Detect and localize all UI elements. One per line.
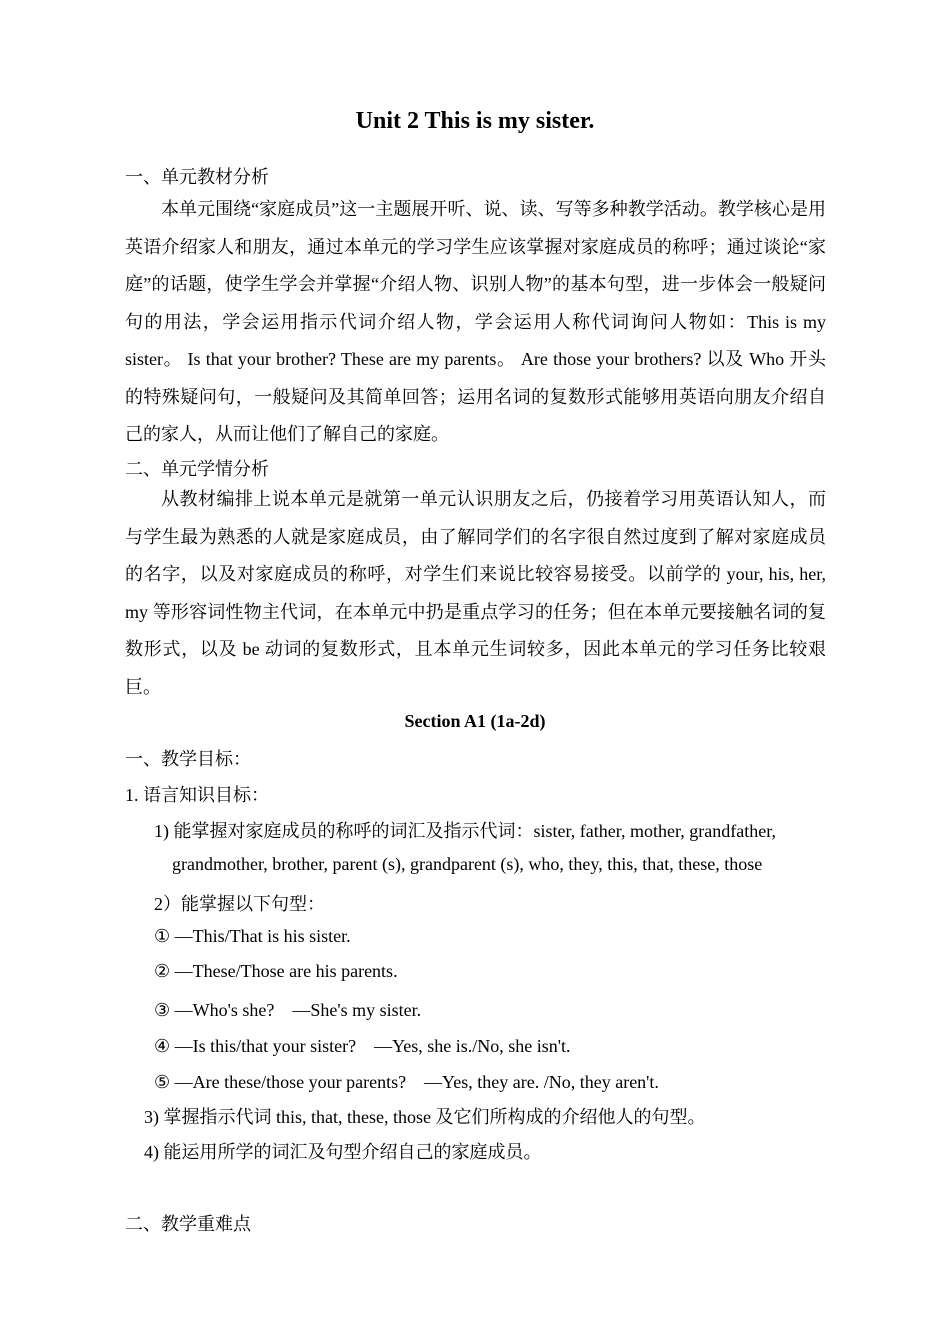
sentence-pattern: ① —This/That is his sister. xyxy=(154,926,351,946)
textbook-analysis-paragraph: 本单元围绕“家庭成员”这一主题展开听、说、读、写等多种教学活动。教学核心是用英语介绍家人和朋友，通过本单元的学习学生应该掌握对家庭成员的称呼；通过谈论“家庭”的话题，使学生学会并掌握“介绍人物、识别人物”的基本句型，进一步体会一般疑问句的用法，学会运用指示代词介绍人物，学会运用人称代词询问人物如：This is my sister。 Is that your brother? These are my parents。 Are those your brothers? 以及 Who 开头的特殊疑问句，一般疑问及其简单回答；运用名词的复数形式能够用英语向朋友介绍自己的家人，从而让他们了解自己的家庭。 xyxy=(125,199,826,444)
goal-item-3: 3) 掌握指示代词 this, that, these, those 及它们所构成的介绍他人的句型。 xyxy=(144,1107,706,1127)
sentence-pattern: ② —These/Those are his parents. xyxy=(154,961,398,981)
goal-item-1-line-1: 1) 能掌握对家庭成员的称呼的词汇及指示代词：sister, father, mother, grandfather, xyxy=(154,821,777,841)
goal-item-2: 2）能掌握以下句型： xyxy=(154,894,325,914)
section-heading-student-analysis: 二、单元学情分析 xyxy=(125,459,269,479)
section-title: Section A1 (1a-2d) xyxy=(404,711,546,731)
document-title: Unit 2 This is my sister. xyxy=(355,108,595,134)
goal-item-4: 4) 能运用所学的词汇及句型介绍自己的家庭成员。 xyxy=(144,1142,542,1162)
sentence-pattern: ⑤ —Are these/those your parents? —Yes, they are. /No, they aren't. xyxy=(154,1072,659,1092)
student-analysis-paragraph: 从教材编排上说本单元是就第一单元认识朋友之后，仍接着学习用英语认知人，而与学生最为熟悉的人就是家庭成员，由了解同学们的名字很自然过度到了解对家庭成员的名字，以及对家庭成员的称呼，对学生们来说比较容易接受。以前学的 your, his, her, my 等形容词性物主代词，在本单元中扔是重点学习的任务；但在本单元要接触名词的复数形式，以及 be 动词的复数形式，且本单元生词较多，因此本单元的学习任务比较艰巨。 xyxy=(125,489,826,697)
sentence-pattern: ④ —Is this/that your sister? —Yes, she is./No, she isn't. xyxy=(154,1036,571,1056)
section-heading-textbook-analysis: 一、单元教材分析 xyxy=(125,167,269,187)
sentence-pattern: ③ —Who's she? —She's my sister. xyxy=(154,1000,422,1020)
knowledge-goals-heading: 1. 语言知识目标： xyxy=(125,785,269,805)
goal-item-1-line-2: grandmother, brother, parent (s), grandparent (s), who, they, this, that, these, those xyxy=(172,854,763,874)
teaching-difficulty-heading: 二、教学重难点 xyxy=(125,1214,251,1234)
teaching-goals-heading: 一、教学目标： xyxy=(125,749,251,769)
